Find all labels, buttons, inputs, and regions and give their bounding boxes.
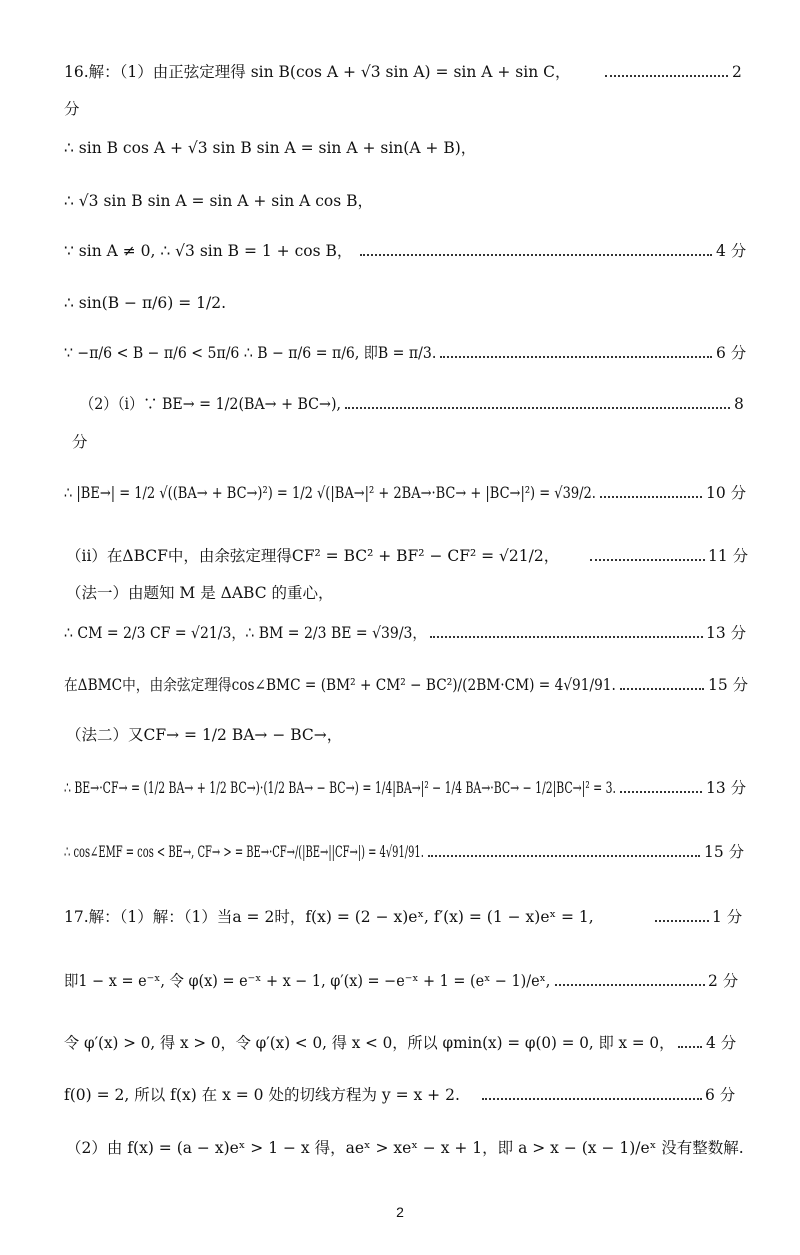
line-text: ∵ −π/6 < B − π/6 < 5π/6 ∴ B − π/6 = π/6, 即B = π/3. — [64, 344, 437, 362]
line-17 — [0, 837, 800, 867]
line-11 — [0, 541, 800, 571]
line-score: 2 分 — [708, 972, 739, 990]
line-10 — [0, 478, 800, 508]
line-18 — [0, 902, 800, 932]
line-text: （2）由 f(x) = (a − x)eˣ > 1 − x 得，aeˣ > xeˣ − x + 1，即 a > x − (x − 1)/eˣ 没有整数解. — [66, 1139, 744, 1157]
line-text: ∴ √3 sin B sin A = sin A + sin A cos B， — [64, 192, 374, 210]
line-score: 4 分 — [706, 1034, 737, 1052]
line-text: 16.解：（1）由正弦定理得 sin B(cos A + √3 sin A) = sin A + sin C， — [64, 63, 571, 81]
line-score: 11 分 — [708, 547, 749, 565]
line-text: ∴ BE→·CF→ = (1/2 BA→ + 1/2 BC→)·(1/2 BA→ − BC→) = 1/4|BA→|² − 1/4 BA→·BC→ − 1/2|BC→|² = 3. — [64, 779, 616, 797]
line-text: ∴ sin B cos A + √3 sin B sin A = sin A + sin(A + B)， — [64, 139, 477, 157]
line-3 — [0, 133, 800, 163]
line-score: 6 分 — [716, 344, 747, 362]
line-score: 13 分 — [706, 779, 747, 797]
line-15 — [0, 720, 800, 750]
line-text: ∴ sin(B − π/6) = 1/2. — [64, 294, 226, 312]
leader-dots — [482, 1098, 702, 1100]
line-8 — [0, 389, 800, 419]
leader-dots — [345, 407, 730, 409]
leader-dots — [620, 791, 702, 793]
line-score: 15 分 — [708, 676, 749, 694]
line-text: f(0) = 2, 所以 f(x) 在 x = 0 处的切线方程为 y = x + 2. — [64, 1086, 460, 1104]
line-22 — [0, 1133, 800, 1163]
line-19 — [0, 966, 800, 996]
line-score: 4 分 — [716, 242, 747, 260]
line-score: 6 分 — [705, 1086, 736, 1104]
leader-dots — [678, 1046, 702, 1048]
line-7 — [0, 338, 800, 368]
line-text: ∴ cos∠EMF = cos < BE→, CF→ > = BE→·CF→/(|BE→||CF→|) = 4√91/91. — [64, 843, 424, 861]
line-score: 2 — [732, 63, 742, 81]
line-score: 1 分 — [712, 908, 743, 926]
line-text: 即1 − x = e⁻ˣ, 令 φ(x) = e⁻ˣ + x − 1, φ′(x) = −e⁻ˣ + 1 = (eˣ − 1)/eˣ, — [64, 972, 551, 990]
line-text: （2）（i）∵ BE→ = 1/2(BA→ + BC→), — [80, 395, 342, 413]
leader-dots — [360, 254, 712, 256]
line-text: 在ΔBMC中，由余弦定理得cos∠BMC = (BM² + CM² − BC²)/(2BM·CM) = 4√91/91. — [64, 676, 616, 694]
line-text: （法二）又CF→ = 1/2 BA→ − BC→， — [66, 726, 343, 744]
line-score: 10 分 — [706, 484, 747, 502]
line-text: （ii）在ΔBCF中，由余弦定理得CF² = BC² + BF² − CF² = √21/2， — [66, 547, 560, 565]
leader-dots — [430, 636, 703, 638]
leader-dots — [555, 984, 705, 986]
line-9 — [0, 427, 800, 457]
line-score: 8 — [734, 395, 744, 413]
leader-dots — [600, 496, 702, 498]
line-text: 分 — [72, 433, 88, 451]
line-text: ∵ sin A ≠ 0, ∴ √3 sin B = 1 + cos B， — [64, 242, 353, 260]
line-text: ∴ CM = 2/3 CF = √21/3，∴ BM = 2/3 BE = √39/3， — [64, 624, 427, 642]
line-13 — [0, 618, 800, 648]
leader-dots — [655, 920, 709, 922]
line-5 — [0, 236, 800, 266]
leader-dots — [620, 688, 704, 690]
page-number: 2 — [396, 1204, 404, 1220]
leader-dots — [590, 559, 705, 561]
line-1 — [0, 57, 800, 87]
leader-dots — [428, 855, 700, 857]
line-21 — [0, 1080, 800, 1110]
line-score: 15 分 — [704, 843, 745, 861]
line-4 — [0, 186, 800, 216]
line-text: 17.解：（1）解：（1）当a = 2时，f(x) = (2 − x)eˣ, f′(x) = (1 − x)eˣ = 1, — [64, 908, 594, 926]
line-text: 令 φ′(x) > 0, 得 x > 0，令 φ′(x) < 0, 得 x < 0，所以 φmin(x) = φ(0) = 0, 即 x = 0， — [64, 1034, 675, 1052]
line-2 — [0, 94, 800, 124]
line-text: ∴ |BE→| = 1/2 √((BA→ + BC→)²) = 1/2 √(|BA→|² + 2BA→·BC→ + |BC→|²) = √39/2. — [64, 484, 596, 502]
line-12 — [0, 578, 800, 608]
line-20 — [0, 1028, 800, 1058]
leader-dots — [440, 356, 712, 358]
line-6 — [0, 288, 800, 318]
line-14 — [0, 670, 800, 700]
line-score: 13 分 — [706, 624, 747, 642]
leader-dots — [605, 75, 728, 77]
line-text: 分 — [64, 100, 80, 118]
line-text: （法一）由题知 M 是 ΔABC 的重心， — [66, 584, 334, 602]
line-16 — [0, 773, 800, 803]
